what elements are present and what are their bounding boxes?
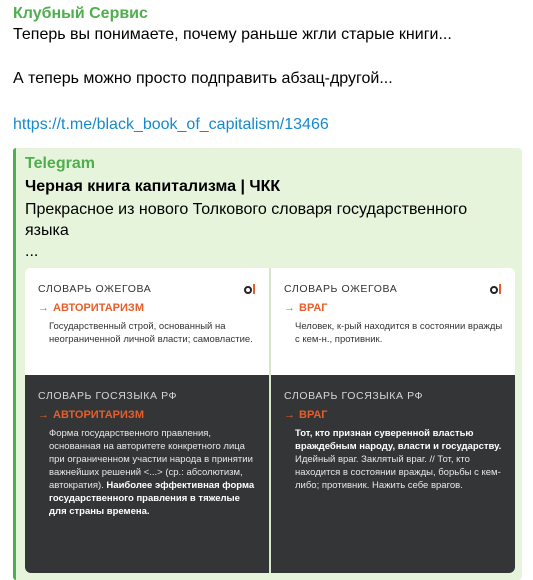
cell-divider [269,268,271,573]
sender-name[interactable]: Клубный Сервис [13,5,148,22]
term-heading [38,409,144,421]
dictionary-label: СЛОВАРЬ ГОСЯЗЫКА РФ [284,390,424,402]
arrow-right-icon: → [284,302,295,314]
definition-bold: Тот, кто признан суверенной властью враждебным народу, власти и государству. [295,428,502,452]
definition-bold: Наиболее эффективная форма государственного правления в тяжелые для страны времена. [49,480,255,517]
preview-image[interactable] [25,268,515,573]
dictionary-label: СЛОВАРЬ ОЖЕГОВА [38,283,152,295]
definition-plain: Форма государственного правления, основанная на авторитете конкретного лица при ограниченном участии народа в принятии важнейших решений <...> (ср.: абсолютизм, автократия). [49,428,253,491]
oi-logo-icon [244,282,255,296]
dictionary-label: СЛОВАРЬ ОЖЕГОВА [284,283,398,295]
term-label: АВТОРИТАРИЗМ [53,409,144,421]
definition-plain: Идейный враг. Заклятый враг. // Тот, кто находится в состоянии вражды, борьбы с кем-либо; противник. Нажить себе врагов. [295,454,501,491]
dictionary-label: СЛОВАРЬ ГОСЯЗЫКА РФ [38,390,178,402]
preview-accent-bar [13,148,16,580]
preview-ellipsis: ... [25,243,39,260]
link-preview[interactable] [13,148,522,580]
preview-site-name: Telegram [25,155,95,172]
term-heading [284,302,328,314]
term-definition: Государственный строй, основанный на неограниченной личной власти; самовластие. [49,321,253,345]
term-definition: Человек, к-рый находится в состоянии вражды с кем-н., противник. [295,321,503,345]
message-link[interactable]: https://t.me/black_book_of_capitalism/13466 [13,116,329,133]
cell-ozhegov-enemy [271,268,515,375]
arrow-right-icon: → [284,409,295,421]
preview-title: Черная книга капитализма | ЧКК [25,178,281,195]
term-definition [295,427,505,492]
term-definition [49,427,259,518]
term-label: ВРАГ [299,302,328,314]
message-text-line-1: Теперь вы понимаете, почему раньше жгли старые книги... [13,26,452,43]
arrow-right-icon: → [38,302,49,314]
term-heading [38,302,144,314]
cell-state-authoritarianism [25,375,269,573]
message-text-line-2: А теперь можно просто подправить абзац-другой... [13,70,393,87]
term-label: ВРАГ [299,409,328,421]
term-label: АВТОРИТАРИЗМ [53,302,144,314]
cell-state-enemy [271,375,515,573]
term-heading [284,409,328,421]
cell-ozhegov-authoritarianism [25,268,269,375]
arrow-right-icon: → [38,409,49,421]
oi-logo-icon [490,282,501,296]
preview-description: Прекрасное из нового Толкового словаря государственного языка [25,201,468,239]
